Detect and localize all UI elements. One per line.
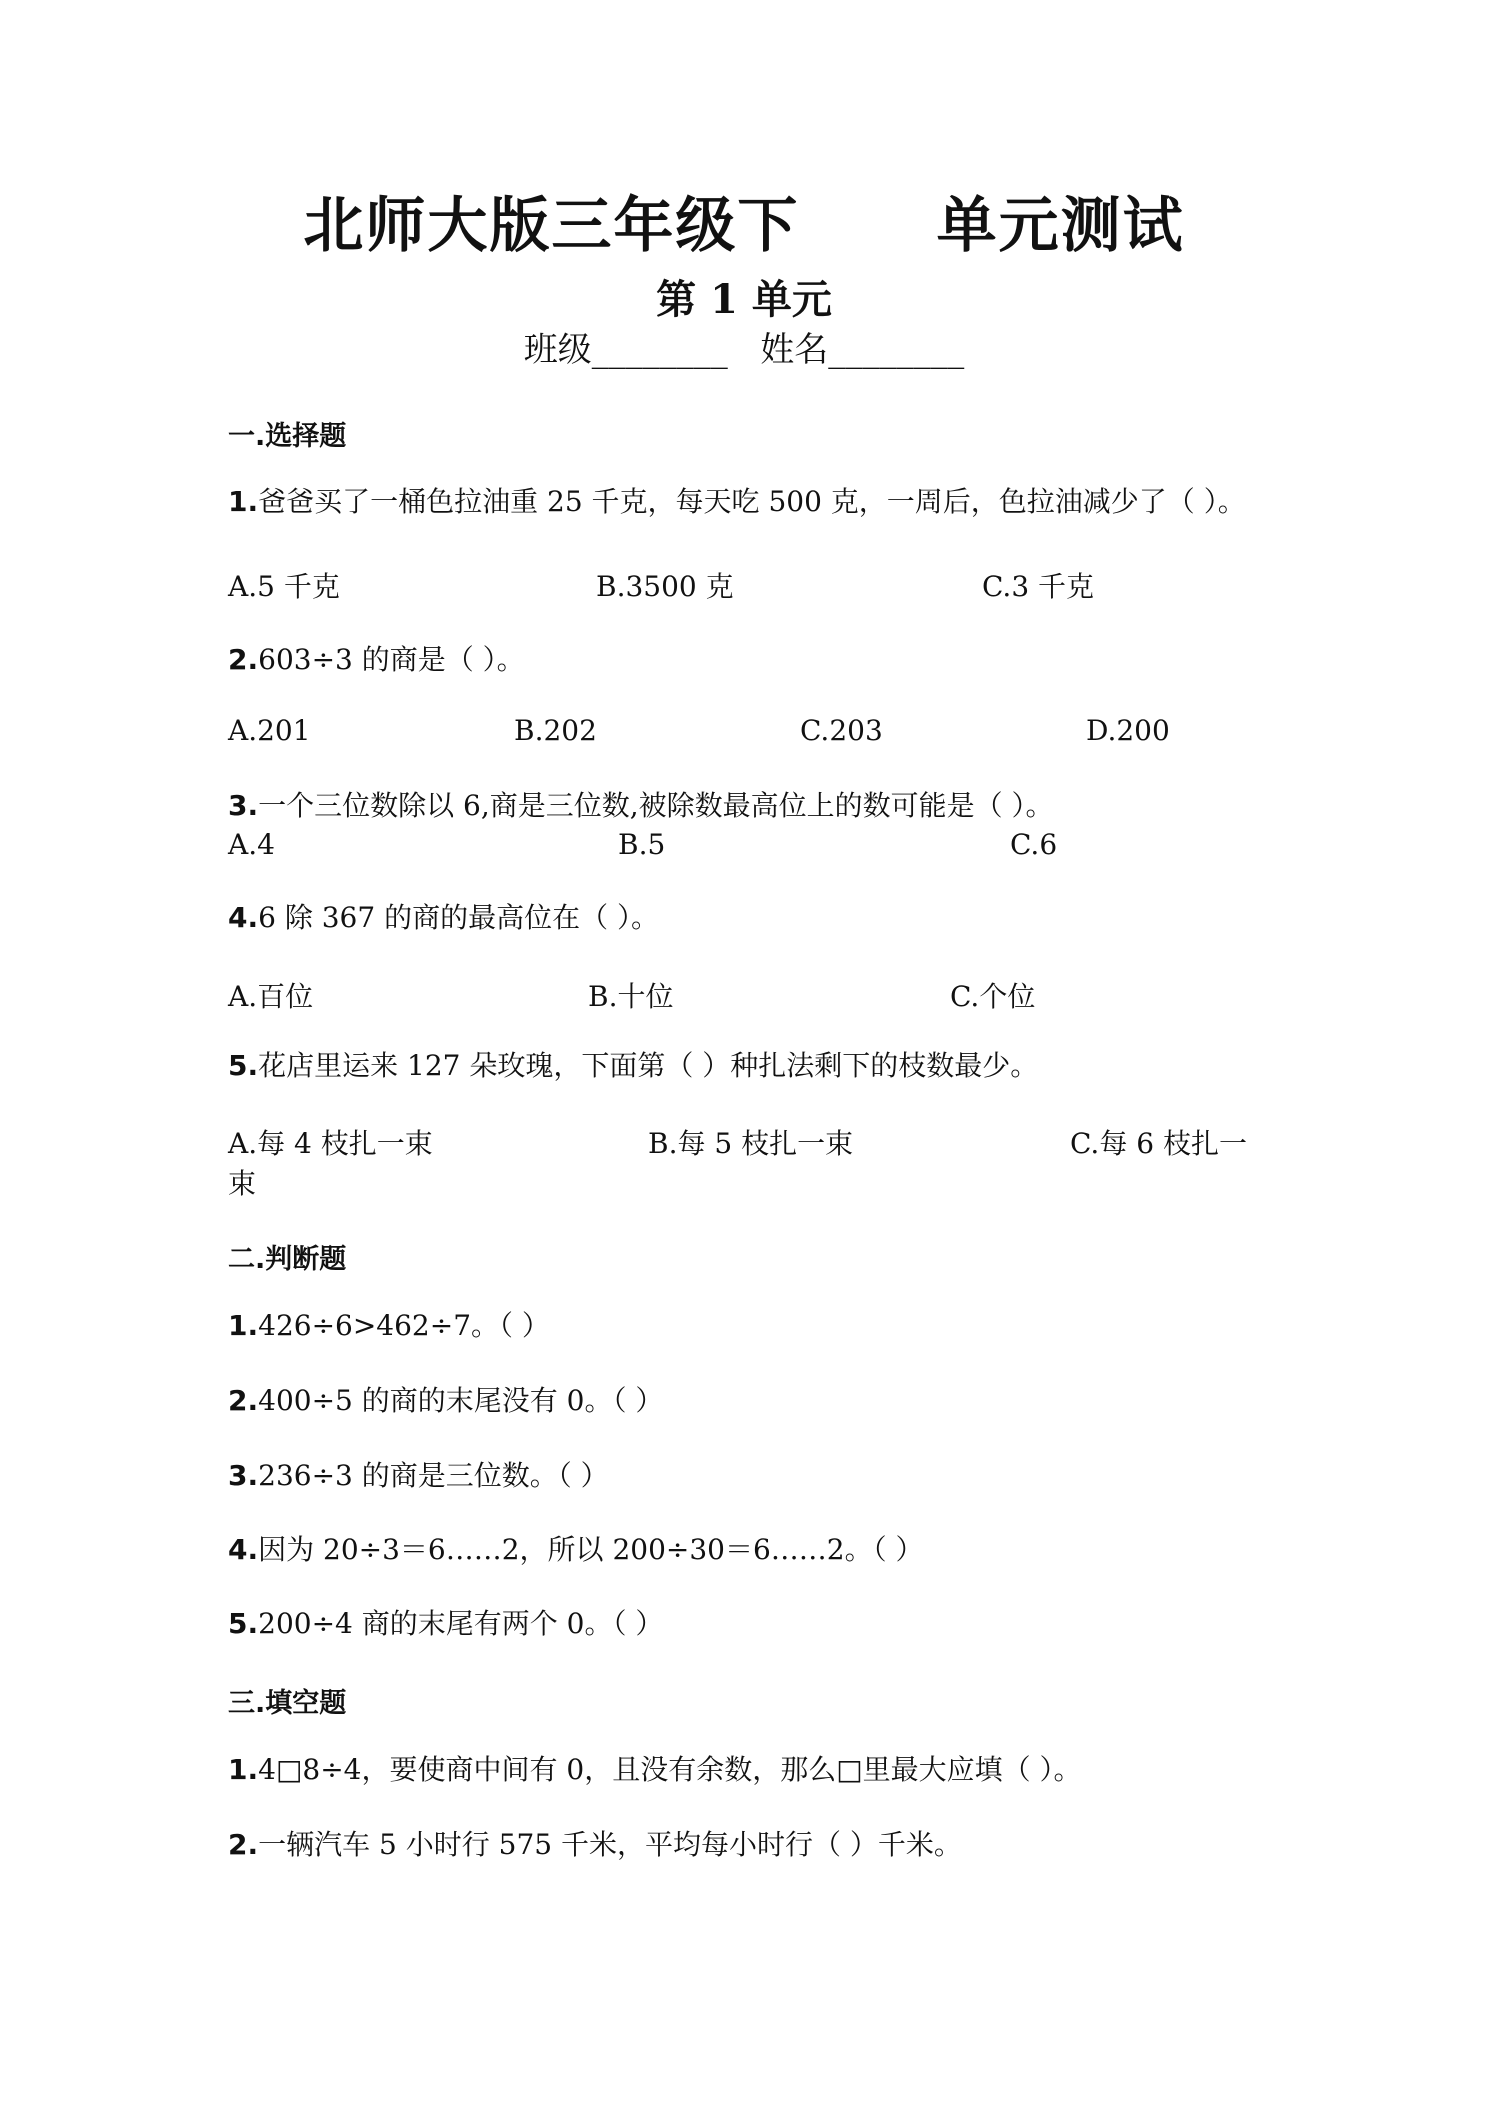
judge-question-3 [228, 1456, 1268, 1496]
question-text: 200÷4 商的末尾有两个 0。（ ） [258, 1607, 664, 1640]
question-number: 2. [228, 1384, 259, 1417]
option-a: A.百位 [228, 980, 314, 1013]
question-text: 因为 20÷3＝6……2，所以 200÷30＝6……2。（ ） [258, 1533, 924, 1566]
question-number: 3. [228, 789, 259, 822]
option-b: B.5 [618, 828, 666, 861]
option-a: A.每 4 枝扎一束 [228, 1127, 433, 1160]
judge-question-4 [228, 1530, 1268, 1570]
judge-question-1 [228, 1306, 1268, 1346]
question-text: 236÷3 的商是三位数。（ ） [258, 1459, 609, 1492]
option-a: A.201 [228, 714, 311, 747]
choice-question-4 [228, 898, 1268, 938]
question-text: 603÷3 的商是（ ）。 [258, 643, 525, 676]
section-heading-fill: 三.填空题 [228, 1688, 347, 1719]
question-text: 一辆汽车 5 小时行 575 千米，平均每小时行（ ）千米。 [258, 1828, 962, 1861]
section-heading-judge: 二.判断题 [228, 1244, 347, 1275]
option-c: C.每 6 枝扎一 [1070, 1127, 1247, 1160]
question-number: 4. [228, 1533, 259, 1566]
question-number: 4. [228, 901, 259, 934]
option-c: C.203 [800, 714, 883, 747]
choice-question-5 [228, 1046, 1268, 1086]
question-number: 2. [228, 643, 259, 676]
option-d: D.200 [1086, 714, 1170, 747]
question-text: 426÷6>462÷7。（ ） [258, 1309, 550, 1342]
choice-question-1 [228, 482, 1268, 522]
unit-subtitle: 第 1 单元 [656, 276, 832, 323]
option-c: C.个位 [950, 980, 1036, 1013]
question-text: 爸爸买了一桶色拉油重 25 千克，每天吃 500 克，一周后，色拉油减少了（ ）。 [258, 485, 1246, 518]
page-title: 北师大版三年级下 单元测试 [303, 191, 1185, 261]
question-number: 2. [228, 1828, 259, 1861]
question-number: 1. [228, 1753, 259, 1786]
question-text: 花店里运来 127 朵玫瑰，下面第（ ）种扎法剩下的枝数最少。 [258, 1049, 1039, 1082]
question-text: 4□8÷4，要使商中间有 0，且没有余数，那么□里最大应填（ ）。 [258, 1753, 1082, 1786]
question-text: 一个三位数除以 6,商是三位数,被除数最高位上的数可能是（ ）。 [258, 789, 1054, 822]
section-heading-choice: 一.选择题 [228, 421, 347, 452]
class-name-line: 班级________ 姓名________ [523, 330, 965, 370]
question-text: 6 除 367 的商的最高位在（ ）。 [258, 901, 659, 934]
option-c: C.3 千克 [982, 570, 1095, 603]
option-b: B.每 5 枝扎一束 [648, 1127, 854, 1160]
judge-question-2 [228, 1381, 1268, 1421]
judge-question-5 [228, 1604, 1268, 1644]
question-number: 1. [228, 1309, 259, 1342]
question-number: 1. [228, 485, 259, 518]
option-b: B.十位 [588, 980, 674, 1013]
option-b: B.3500 克 [596, 570, 734, 603]
question-number: 3. [228, 1459, 259, 1492]
fill-question-2 [228, 1825, 1268, 1865]
option-a: A.4 [228, 828, 275, 861]
option-b: B.202 [514, 714, 597, 747]
choice-question-2 [228, 640, 1268, 680]
option-c-continued: 束 [228, 1167, 257, 1200]
question-text: 400÷5 的商的末尾没有 0。（ ） [258, 1384, 664, 1417]
option-a: A.5 千克 [228, 570, 340, 603]
option-c: C.6 [1010, 828, 1058, 861]
question-number: 5. [228, 1049, 259, 1082]
question-number: 5. [228, 1607, 259, 1640]
choice-question-3 [228, 786, 1268, 826]
fill-question-1 [228, 1750, 1268, 1790]
